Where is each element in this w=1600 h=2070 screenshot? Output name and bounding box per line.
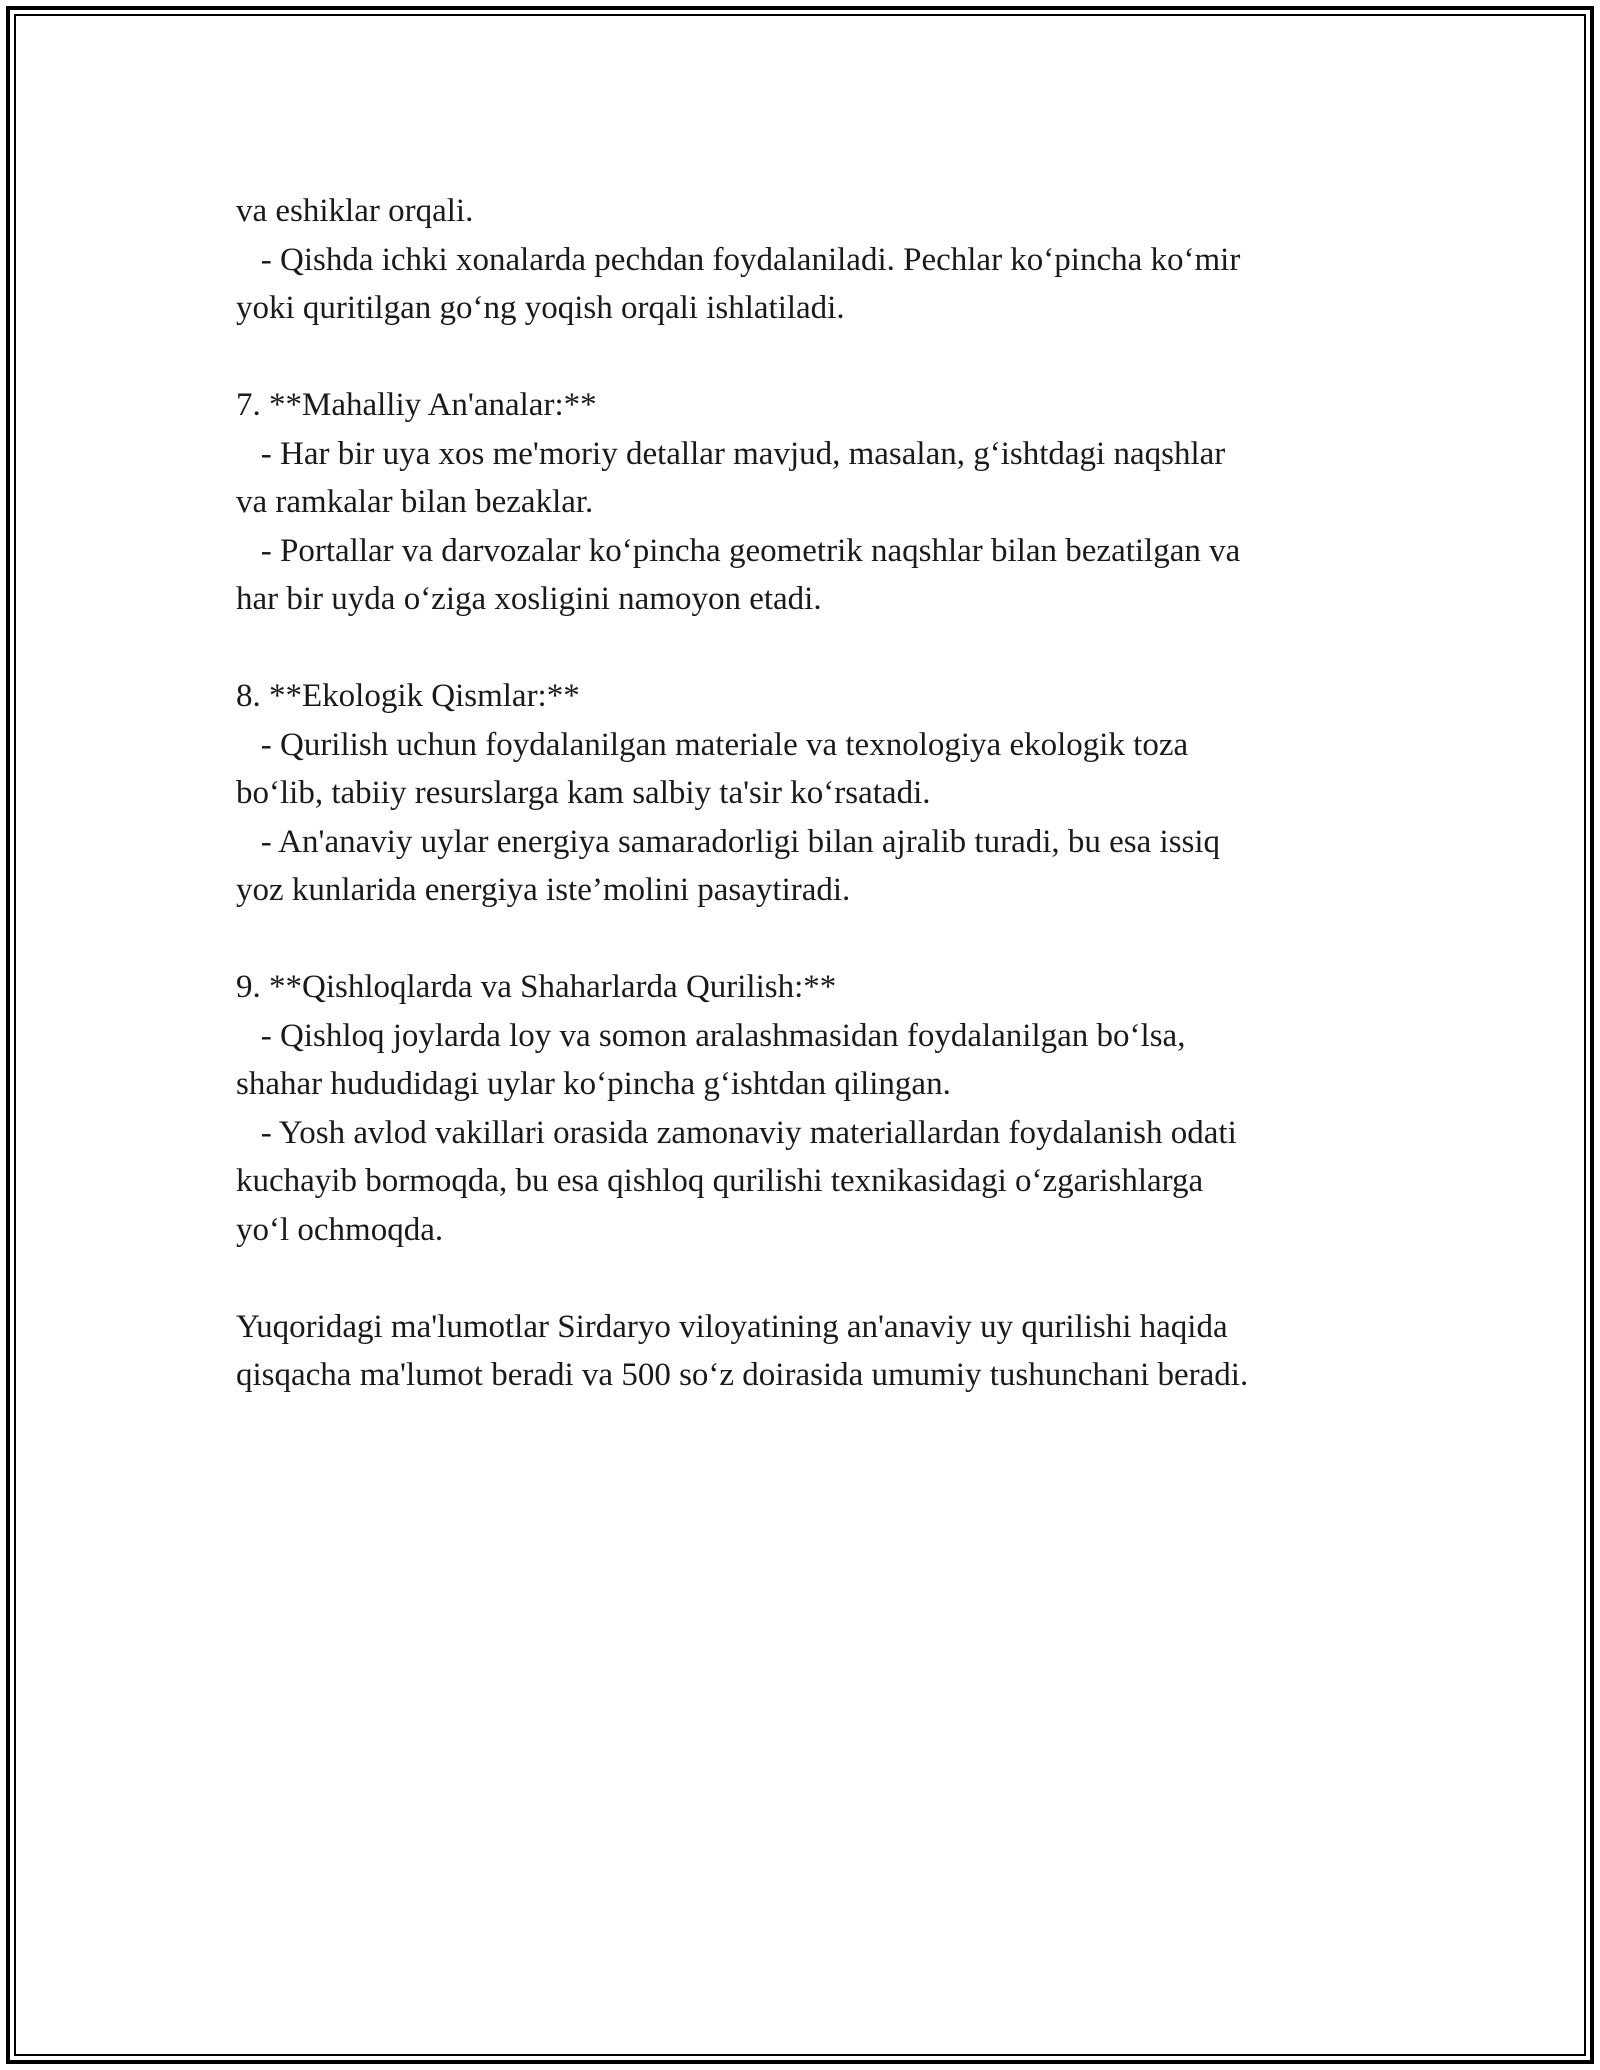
- conclusion-line: qisqacha ma'lumot beradi va 500 so‘z doirasida umumiy tushunchani beradi.: [236, 1357, 1249, 1393]
- text-line: bo‘lib, tabiiy resurslarga kam salbiy ta'sir ko‘rsatadi.: [236, 775, 931, 811]
- text-line: yoz kunlarida energiya iste’molini pasaytiradi.: [236, 872, 851, 908]
- text-line: - Portallar va darvozalar ko‘pincha geometrik naqshlar bilan bezatilgan va: [236, 532, 1241, 569]
- text-line: shahar hududidagi uylar ko‘pincha g‘ishtdan qilingan.: [236, 1066, 951, 1102]
- section-heading-9: 9. **Qishloqlarda va Shaharlarda Qurilish:**: [236, 969, 837, 1005]
- paragraph-spacer: [236, 1254, 1386, 1303]
- text-line: va ramkalar bilan bezaklar.: [236, 484, 594, 520]
- text-line: - Qishloq joylarda loy va somon aralashmasidan foydalanilgan bo‘lsa,: [236, 1017, 1186, 1054]
- conclusion-line: Yuqoridagi ma'lumotlar Sirdaryo viloyatining an'anaviy uy qurilishi haqida: [236, 1308, 1228, 1345]
- text-line: yoki quritilgan go‘ng yoqish orqali ishlatiladi.: [236, 290, 845, 326]
- text-line: - Qurilish uchun foydalanilgan materiale va texnologiya ekologik toza: [236, 726, 1189, 763]
- text-line: - An'anaviy uylar energiya samaradorligi bilan ajralib turadi, bu esa issiq: [236, 823, 1221, 860]
- text-line: - Yosh avlod vakillari orasida zamonaviy materiallardan foydalanish odati: [236, 1114, 1237, 1151]
- section-heading-8: 8. **Ekologik Qismlar:**: [236, 678, 580, 714]
- paragraph-spacer: [236, 624, 1386, 673]
- text-line: yo‘l ochmoqda.: [236, 1211, 444, 1248]
- text-line: - Har bir uya xos me'moriy detallar mavjud, masalan, g‘ishtdagi naqshlar: [236, 435, 1226, 472]
- text-line: har bir uyda o‘ziga xosligini namoyon etadi.: [236, 581, 822, 617]
- paragraph-spacer: [236, 333, 1386, 382]
- paragraph-spacer: [236, 915, 1386, 964]
- text-line: - Qishda ichki xonalarda pechdan foydalaniladi. Pechlar ko‘pincha ko‘mir: [236, 241, 1241, 278]
- text-line: va eshiklar orqali.: [236, 193, 474, 229]
- section-heading-7: 7. **Mahalliy An'analar:**: [236, 387, 597, 423]
- document-body: [236, 187, 1386, 1400]
- text-line: kuchayib bormoqda, bu esa qishloq qurilishi texnikasidagi o‘zgarishlarga: [236, 1163, 1204, 1199]
